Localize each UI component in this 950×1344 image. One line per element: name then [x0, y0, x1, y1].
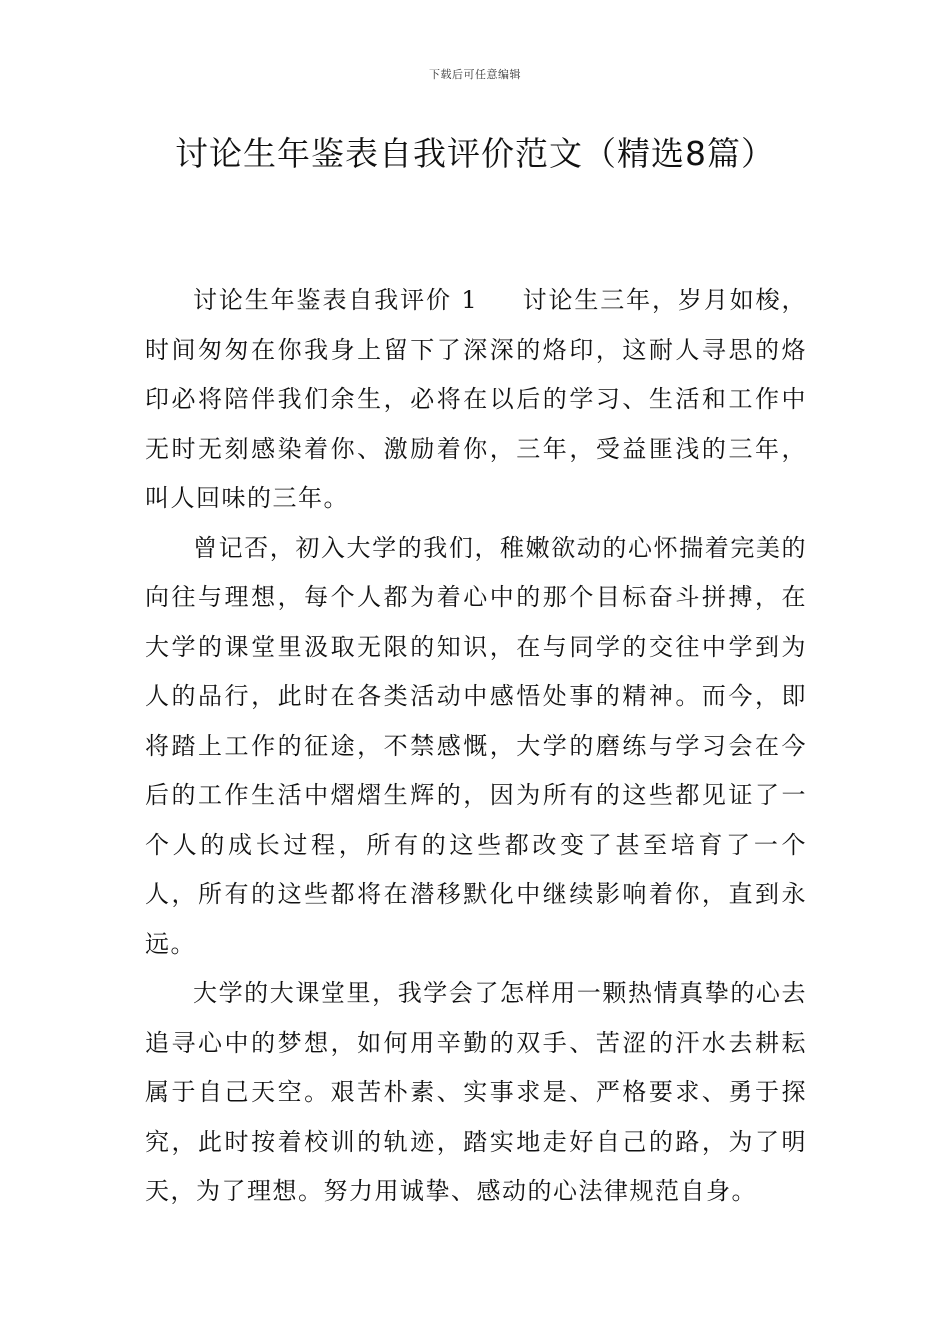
section-heading: 讨论生年鉴表自我评价 1 [193, 286, 479, 314]
header-note: 下载后可任意编辑 [429, 68, 521, 81]
paragraph-text: 讨论生三年，岁月如梭，时间匆匆在你我身上留下了深深的烙印，这耐人寻思的烙印必将陪伴我们余生，必将在以后的学习、生活和工作中无时无刻感染着你、激励着你，三年，受益匪浅的三年，叫人回味的三年。 [145, 286, 807, 512]
paragraph-1 [145, 276, 807, 524]
paragraph-3: 大学的大课堂里，我学会了怎样用一颗热情真挚的心去追寻心中的梦想，如何用辛勤的双手、苦涩的汗水去耕耘属于自己天空。艰苦朴素、实事求是、严格要求、勇于探究，此时按着校训的轨迹，踏实地走好自己的路，为了明天，为了理想。努力用诚挚、感动的心法律规范自身。 [145, 979, 807, 1205]
paragraph-2: 曾记否，初入大学的我们，稚嫩欲动的心怀揣着完美的向往与理想，每个人都为着心中的那个目标奋斗拼搏，在大学的课堂里汲取无限的知识，在与同学的交往中学到为人的品行，此时在各类活动中感悟处事的精神。而今，即将踏上工作的征途，不禁感慨，大学的磨练与学习会在今后的工作生活中熠熠生辉的，因为所有的这些都见证了一个人的成长过程，所有的这些都改变了甚至培育了一个人，所有的这些都将在潜移默化中继续影响着你，直到永远。 [145, 533, 807, 958]
document-title: 讨论生年鉴表自我评价范文（精选8篇） [175, 134, 775, 173]
document-body [145, 276, 807, 1217]
